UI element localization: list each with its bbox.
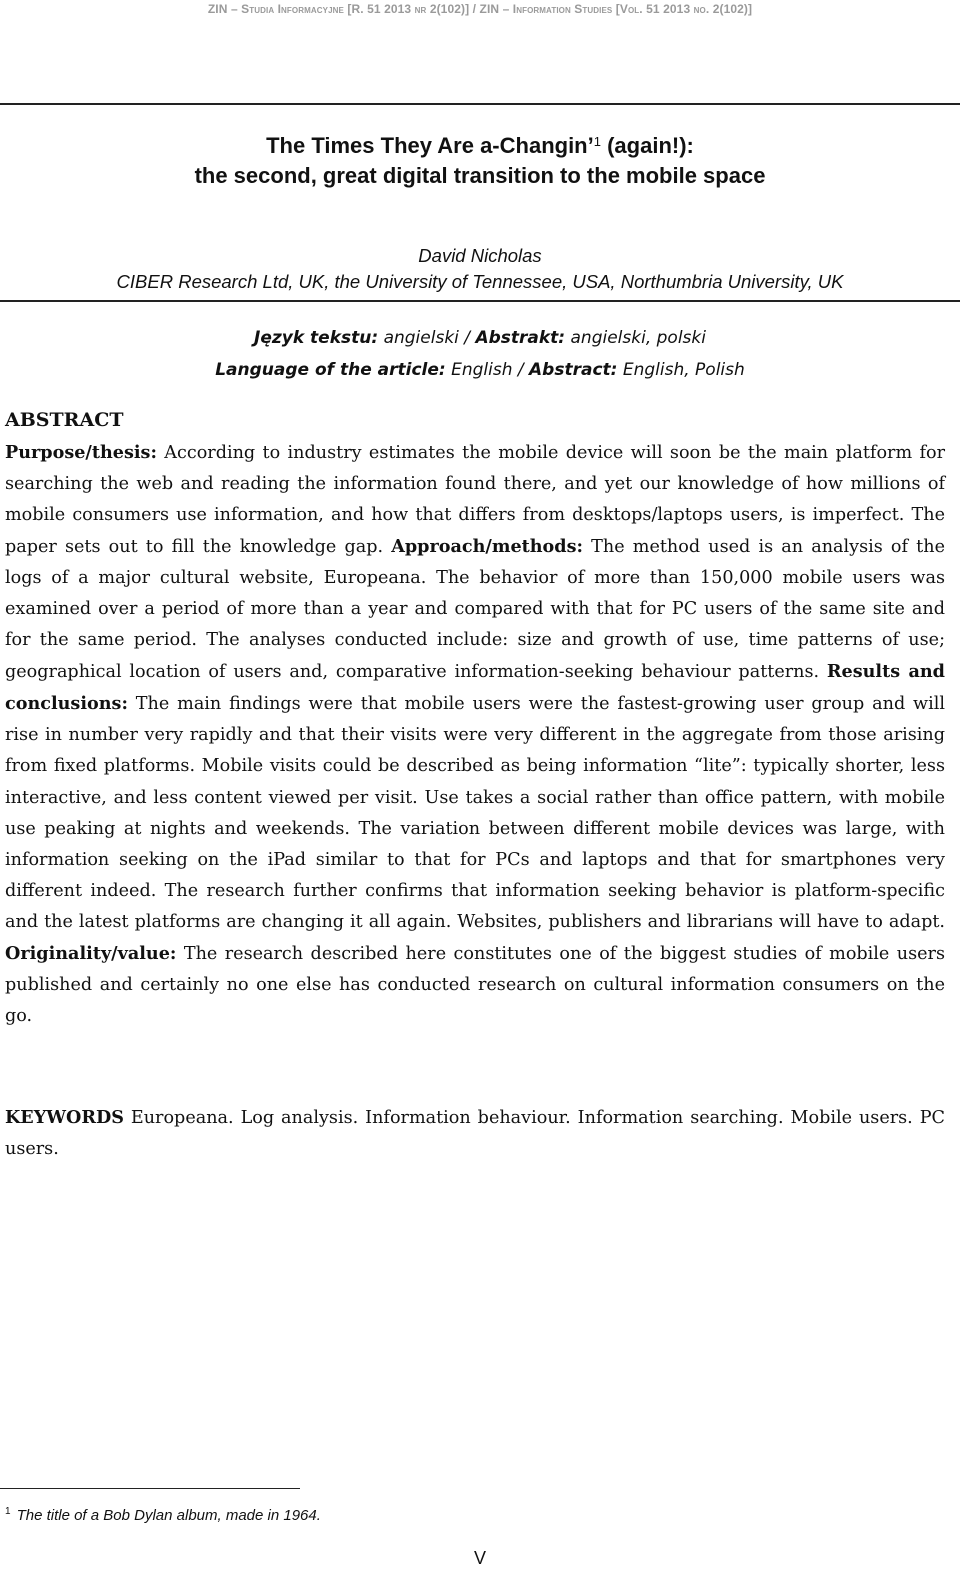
running-header [0, 0, 960, 22]
middle-divider [0, 300, 960, 302]
issue-info-en: [Vol. 51 2013 no. 2(102)] [612, 2, 753, 16]
language-line-polish [0, 324, 960, 352]
language-label-en: Language of the article: [215, 360, 446, 380]
journal-name-en: ZIN – Information Studies [479, 2, 613, 16]
abstract-value-en: English, Polish [617, 360, 745, 380]
issue-info-pl: [R. 51 2013 nr 2(102)] / [343, 2, 480, 16]
abstract-body [5, 437, 945, 1032]
keywords-text: Europeana. Log analysis. Information behaviour. Information searching. Mobile users. PC users. [5, 1108, 945, 1159]
top-divider [0, 103, 960, 105]
language-value-pl: angielski / [378, 328, 476, 348]
language-label-pl: Język tekstu: [254, 328, 379, 348]
keywords-label: KEYWORDS [5, 1107, 124, 1128]
language-line-english [0, 356, 960, 384]
purpose-text: According to industry estimates the mobile device will soon be the main platform for searching the web and reading the information found there, and yet our knowledge of how millions of mobile consumers use information, and how that differs from desktops/laptops users, is imperfect. The paper sets out to fill the knowledge gap. [5, 443, 945, 558]
title-footnote-marker[interactable]: 1 [593, 134, 601, 149]
approach-label: Approach/methods: [391, 536, 583, 558]
results-label: Results and conclusions: [5, 661, 945, 715]
originality-label: Originality/value: [5, 942, 177, 964]
journal-name-pl: ZIN – Studia Informacyjne [207, 2, 344, 16]
keywords [5, 1102, 945, 1165]
author-name: David Nicholas [418, 245, 542, 266]
approach-text: The method used is an analysis of the logs of a major cultural website, Europeana. The behavior of more than 150,000 mobile users was examined over a period of more than a year and compared with that for PC users of the same site and for the same period. The analyses conducted include: size and growth of use, time patterns of use; geographical location of users and, comparative information-seeking behaviour patterns. [5, 537, 945, 683]
abstract-heading: ABSTRACT [5, 409, 124, 431]
language-value-en: English / [445, 360, 530, 380]
footnote-divider [0, 1488, 300, 1489]
page-number: V [473, 1548, 486, 1568]
originality-text: The research described here constitutes one of the biggest studies of mobile users published and certainly no one else has conducted research on cultural information consumers on the go. [5, 943, 945, 1026]
title-text-1-tail: (again!): [600, 133, 694, 158]
footnote-marker: 1 [5, 1506, 11, 1517]
results-text: The main findings were that mobile users were the fastest-growing user group and will rise in number very rapidly and that their visits were very different in the aggregate from those arising from fixed platforms. Mobile visits could be described as being information “lite”: typically shorter, less interactive, and less content viewed per visit. Use takes a social rather than office pattern, with mobile use peaking at nights and weekends. The variation between different mobile devices was large, with information seeking on the iPad similar to that for PCs and laptops and that for smartphones very different indeed. The research further confirms that information seeking behavior is platform-specific and the latest platforms are changing it all again. Websites, publishers and librarians will have to adapt. [5, 694, 945, 932]
article-title-line-1 [0, 126, 960, 162]
author-affiliation: CIBER Research Ltd, UK, the University of Tennessee, USA, Northumbria University, UK [116, 271, 844, 292]
abstract-label-pl: Abstrakt: [475, 328, 566, 348]
abstract-value-pl: angielski, polski [565, 328, 706, 348]
title-text-1: The Times They Are a-Changin’ [266, 133, 594, 158]
footnote-text: The title of a Bob Dylan album, made in 1964. [16, 1507, 321, 1524]
purpose-label: Purpose/thesis: [5, 442, 157, 463]
abstract-label-en: Abstract: [529, 360, 618, 380]
article-title-line-2: the second, great digital transition to the mobile space [194, 163, 766, 188]
footnote [5, 1500, 321, 1528]
